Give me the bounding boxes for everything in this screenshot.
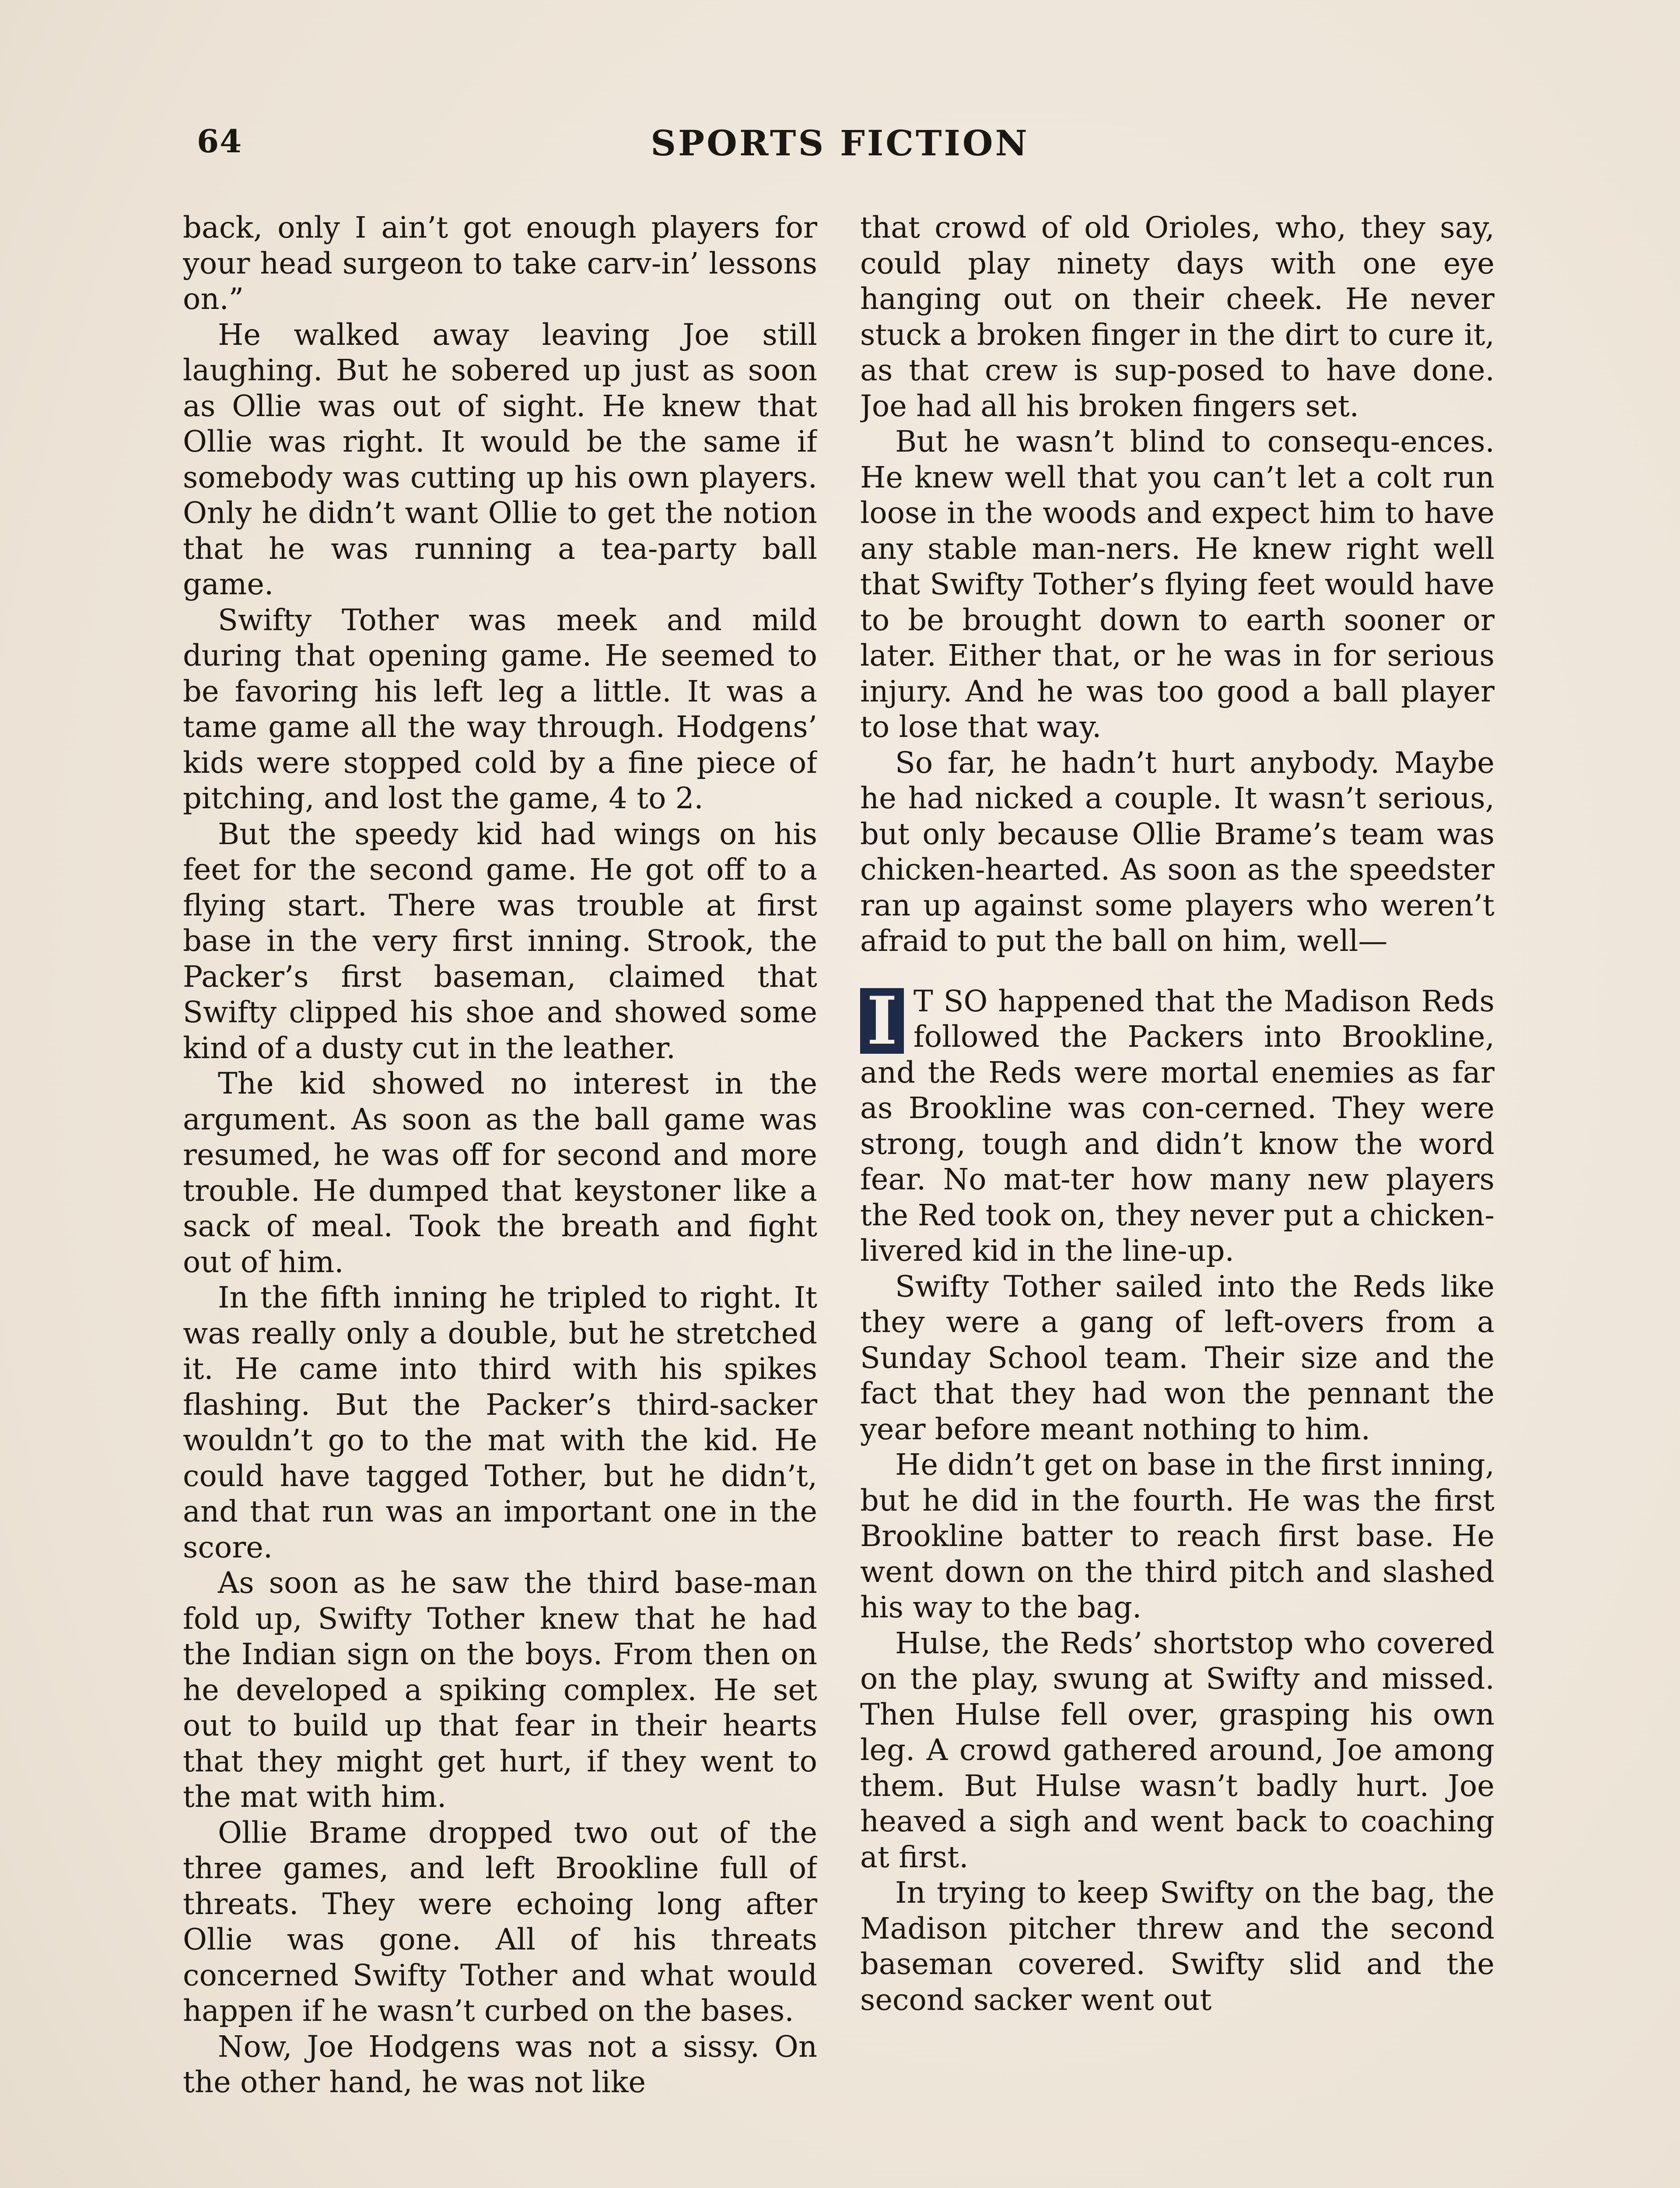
paragraph: He didn’t get on base in the first inning, but he did in the fourth. He was the first Brookline batter to reach first base. He went down on the third pitch and slashed his way to the bag. <box>860 1448 1494 1624</box>
page-header <box>184 123 1496 171</box>
running-head: SPORTS FICTION <box>651 123 1029 164</box>
paragraph: In trying to keep Swifty on the bag, the Madison pitcher threw and the second baseman covered. Swifty slid and the second sacker went out <box>860 1876 1494 2017</box>
paragraph: In the fifth inning he tripled to right. It was really only a double, but he stretched it. He came into third with his spikes flashing. But the Packer’s third-sacker wouldn’t go to the mat with the kid. He could have tagged Tother, but he didn’t, and that run was an important one in the score. <box>183 1280 817 1564</box>
left-text-column <box>183 210 817 2188</box>
paragraph: Ollie Brame dropped two out of the three games, and left Brookline full of threats. They were echoing long after Ollie was gone. All of his threats concerned Swifty Tother and what would happen if he wasn’t curbed on the bases. <box>183 1815 817 2028</box>
drop-cap-initial: I <box>860 988 904 1054</box>
paragraph: He walked away leaving Joe still laughing. But he sobered up just as soon as Ollie was out of sight. He knew that Ollie was right. It would be the same if somebody was cutting up his own players. Only he didn’t want Ollie to get the notion that he was running a tea-party ball game. <box>183 317 817 601</box>
page-number: 64 <box>197 123 243 160</box>
paragraph: back, only I ain’t got enough players for your head surgeon to take carv-in’ lessons on.” <box>183 210 817 316</box>
paragraph: As soon as he saw the third base-man fold up, Swifty Tother knew that he had the Indian sign on the boys. From then on he developed a spiking complex. He set out to build up that fear in their hearts that they might get hurt, if they went to the mat with him. <box>183 1566 817 1814</box>
paragraph: Now, Joe Hodgens was not a sissy. On the other hand, he was not like <box>183 2029 817 2099</box>
paragraph: So far, he hadn’t hurt anybody. Maybe he had nicked a couple. It wasn’t serious, but only because Ollie Brame’s team was chicken-hearted. As soon as the speedster ran up against some players who weren’t afraid to put the ball on him, well— <box>860 745 1494 958</box>
paragraph: that crowd of old Orioles, who, they say, could play ninety days with one eye hanging out on their cheek. He never stuck a broken finger in the dirt to cure it, as that crew is sup-posed to have done. Joe had all his broken fingers set. <box>860 210 1494 423</box>
right-text-column <box>860 210 1494 2188</box>
paragraph: Swifty Tother was meek and mild during that opening game. He seemed to be favoring his left leg a little. It was a tame game all the way through. Hodgens’ kids were stopped cold by a fine piece of pitching, and lost the game, 4 to 2. <box>183 603 817 815</box>
section-break-paragraph <box>860 984 1494 1269</box>
paragraph: But he wasn’t blind to consequ-ences. He knew well that you can’t let a colt run loose in the woods and expect him to have any stable man-ners. He knew right well that Swifty Tother’s flying feet would have to be brought down to earth sooner or later. Either that, or he was in for serious injury. And he was too good a ball player to lose that way. <box>860 424 1494 744</box>
paragraph-text: T SO happened that the Madison Reds followed the Packers into Brookline, and the Reds were mortal enemies as far as Brookline was con-cerned. They were strong, tough and didn’t know the word fear. No mat-ter how many new players the Red took on, they never put a chicken-livered kid in the line-up. <box>860 984 1494 1268</box>
paragraph: The kid showed no interest in the argument. As soon as the ball game was resumed, he was off for second and more trouble. He dumped that keystoner like a sack of meal. Took the breath and fight out of him. <box>183 1066 817 1279</box>
paragraph: Swifty Tother sailed into the Reds like they were a gang of left-overs from a Sunday School team. Their size and the fact that they had won the pennant the year before meant nothing to him. <box>860 1269 1494 1446</box>
paragraph: But the speedy kid had wings on his feet for the second game. He got off to a flying start. There was trouble at first base in the very first inning. Strook, the Packer’s first baseman, claimed that Swifty clipped his shoe and showed some kind of a dusty cut in the leather. <box>183 817 817 1065</box>
paragraph: Hulse, the Reds’ shortstop who covered on the play, swung at Swifty and missed. Then Hulse fell over, grasping his own leg. A crowd gathered around, Joe among them. But Hulse wasn’t badly hurt. Joe heaved a sigh and went back to coaching at first. <box>860 1626 1494 1874</box>
